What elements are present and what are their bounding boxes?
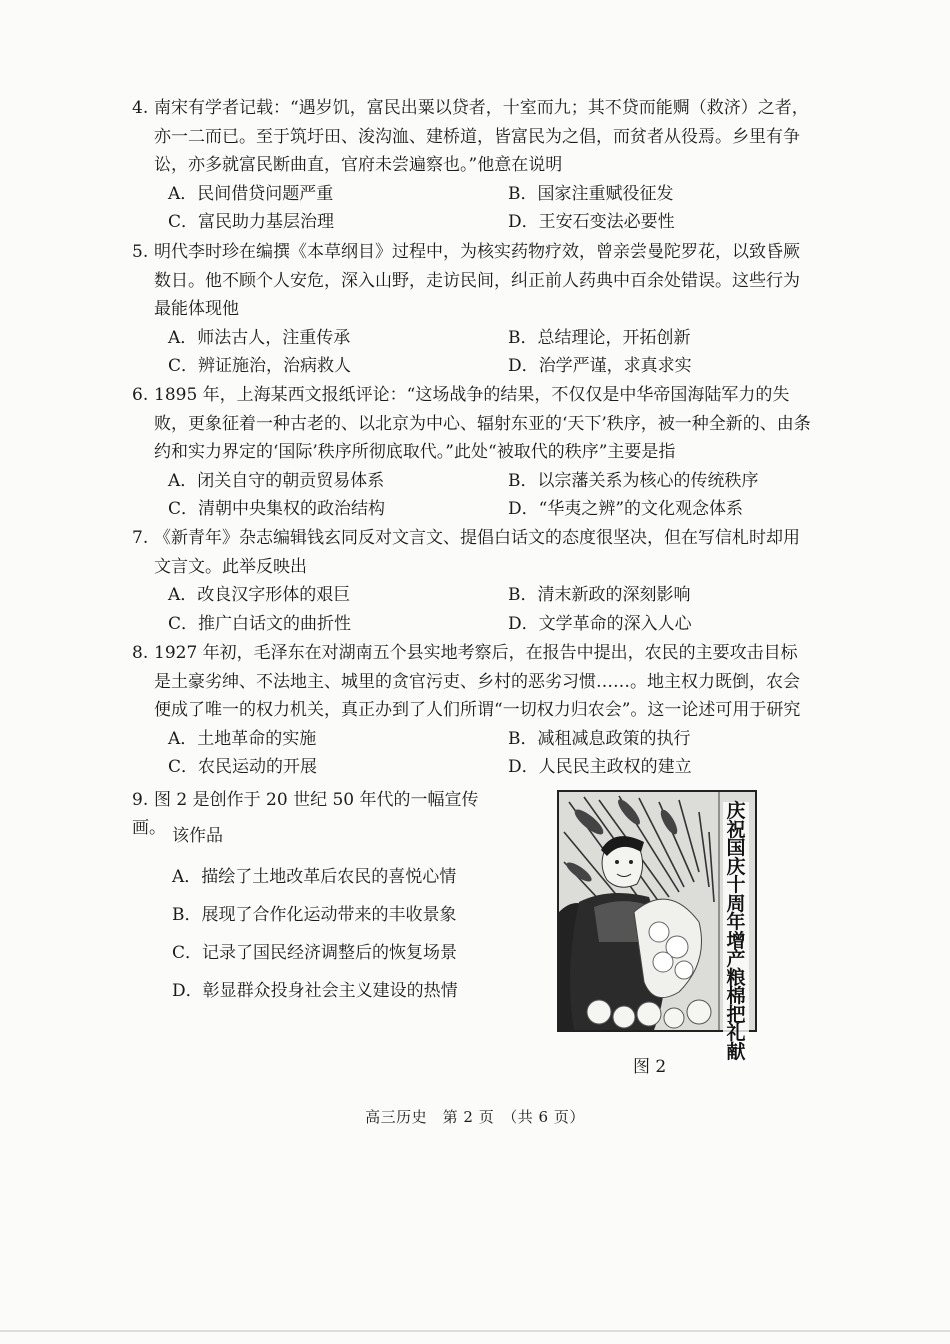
option-d: D．“华夷之辨”的文化观念体系 <box>508 499 744 519</box>
option-c: C．记录了国民经济调整后的恢复场景 <box>172 943 458 963</box>
question-number: 8. <box>132 643 149 663</box>
option-d: D．王安石变法必要性 <box>508 212 675 232</box>
option-b: B．展现了合作化运动带来的丰收景象 <box>172 905 457 925</box>
question-4 <box>132 94 812 237</box>
option-c: C．农民运动的开展 <box>168 757 318 777</box>
question-number: 5. <box>132 242 149 262</box>
option-a: A．闭关自守的朝贡贸易体系 <box>168 470 385 491</box>
option-c: C．推广白话文的曲折性 <box>168 613 352 634</box>
question-number: 7. <box>132 528 149 548</box>
question-stem: 1927 年初，毛泽东在对湖南五个县实地考察后，在报告中提出，农民的主要攻击目标是土豪劣绅、不法地主、城里的贪官污吏、乡村的恶劣习惯……。地主权力既倒，农会便成了唯一的权力机关，真正办到了人们所谓“一切权力归农会”。这一论述可用于研究 <box>154 643 801 720</box>
question-stem: 南宋有学者记载：“遇岁饥，富民出粟以贷者，十室而九；其不贷而能赒（救济）之者，亦一二而已。至于筑圩田、浚沟洫、建桥道，皆富民为之倡，而贫者从役焉。乡里有争讼，亦多就富民断曲直，官府未尝遍察也。”他意在说明 <box>154 98 809 175</box>
question-6 <box>132 381 812 524</box>
question-9 <box>132 786 512 1010</box>
question-stem: 《新青年》杂志编辑钱玄同反对文言文、提倡白话文的态度很坚决，但在写信札时却用文言文。此举反映出 <box>154 528 800 577</box>
option-a: A．师法古人，注重传承 <box>168 327 351 348</box>
option-b: B．以宗藩关系为核心的传统秩序 <box>508 470 759 491</box>
option-b: B．总结理论，开拓创新 <box>508 327 691 348</box>
question-stem: 1895 年，上海某西文报纸评论：“这场战争的结果，不仅仅是中华帝国海陆军力的失败，更象征着一种古老的、以北京为中心、辐射东亚的‘天下’秩序，被一种全新的、由条约和实力界定的‘国际’秩序所彻底取代。”此处“被取代的秩序”主要是指 <box>154 385 811 462</box>
option-c: C．富民助力基层治理 <box>168 212 335 232</box>
question-number: 4. <box>132 98 149 118</box>
question-number: 6. <box>132 385 149 405</box>
question-number: 9. <box>132 790 149 810</box>
page-footer: 高三历史 第 2 页 （共 6 页） <box>365 1108 585 1126</box>
scan-edge <box>0 1330 950 1332</box>
option-b: B．国家注重赋役征发 <box>508 183 674 204</box>
option-a: A．民间借贷问题严重 <box>168 183 334 204</box>
option-c: C．清朝中央集权的政治结构 <box>168 499 386 519</box>
options <box>132 725 812 782</box>
option-b: B．减租减息政策的执行 <box>508 728 691 749</box>
option-c: C．辨证施治，治病救人 <box>168 356 352 376</box>
figure-caption: 图 2 <box>633 1057 667 1077</box>
options <box>132 324 812 381</box>
options <box>132 467 812 524</box>
question-7 <box>132 524 812 638</box>
option-b: B．清末新政的深刻影响 <box>508 585 691 605</box>
question-stem-cont: 该作品 <box>172 826 223 846</box>
option-a: A．描绘了土地改革后农民的喜悦心情 <box>172 867 457 887</box>
option-d: D．治学严谨，求真求实 <box>508 356 692 376</box>
option-d: D．文学革命的深入人心 <box>508 613 692 634</box>
propaganda-poster-image <box>557 790 757 1063</box>
question-stem: 明代李时珍在编撰《本草纲目》过程中，为核实药物疗效，曾亲尝曼陀罗花，以致昏厥数日。他不顾个人安危，深入山野，走访民间，纠正前人药典中百余处错误。这些行为最能体现他 <box>154 242 800 319</box>
options <box>132 180 812 237</box>
question-stem: 9. 图 2 是创作于 20 世纪 50 年代的一幅宣传画。 <box>132 786 512 814</box>
question-8 <box>132 639 812 782</box>
poster-slogan: 庆祝国庆十周年增产粮棉把礼献 <box>723 802 749 1061</box>
option-a: A．土地革命的实施 <box>168 728 317 749</box>
option-a: A．改良汉字形体的艰巨 <box>168 585 351 605</box>
option-d: D．彰显群众投身社会主义建设的热情 <box>172 981 458 1001</box>
question-5 <box>132 238 812 381</box>
options <box>132 581 812 638</box>
option-d: D．人民民主政权的建立 <box>508 757 692 777</box>
